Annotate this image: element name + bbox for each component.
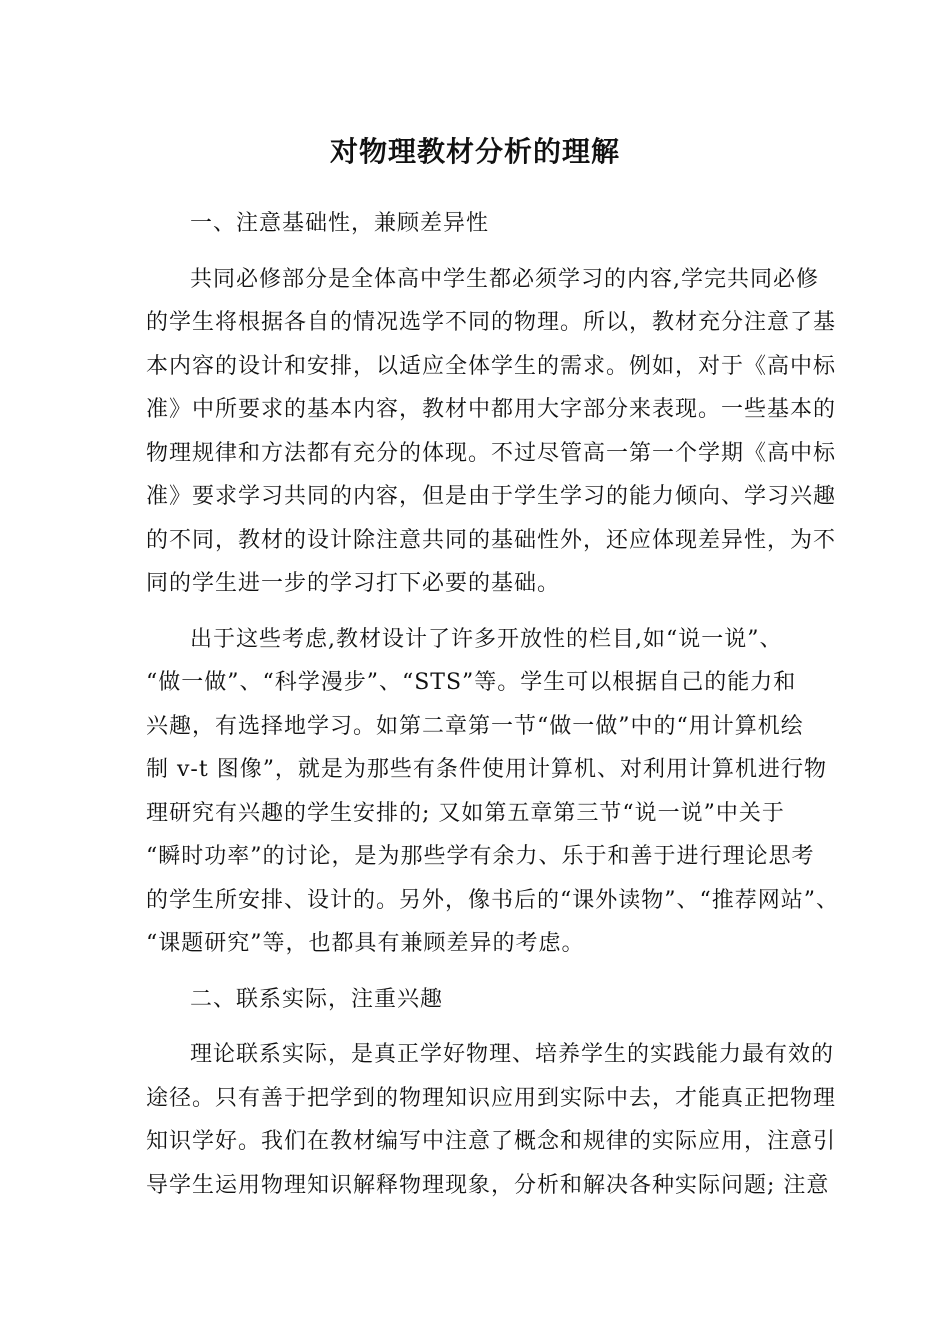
paragraph-1 — [146, 258, 837, 606]
section-heading-1: 一、注意基础性，兼顾差异性 — [190, 211, 490, 236]
paragraph-2 — [146, 618, 839, 966]
paragraph-line: 的学生将根据各自的情况选学不同的物理。所以，教材充分注意了基 — [146, 310, 837, 335]
paragraph-line: 准》中所要求的基本内容，教材中都用大字部分来表现。一些基本的 — [146, 397, 837, 422]
paragraph-line: 途径。只有善于把学到的物理知识应用到实际中去，才能真正把物理 — [146, 1085, 837, 1111]
document-body — [146, 202, 839, 1207]
paragraph-line: 导学生运用物理知识解释物理现象，分析和解决各种实际问题; 注意 — [146, 1172, 830, 1198]
paragraph-line: 理研究有兴趣的学生安排的; 又如第五章第三节“说一说”中关于 — [146, 800, 785, 826]
paragraph-line: “做一做”、“科学漫步”、“STS”等。学生可以根据自己的能力和 — [146, 670, 797, 695]
paragraph-line: 知识学好。我们在教材编写中注意了概念和规律的实际应用，注意引 — [146, 1129, 837, 1154]
paragraph-line: 物理规律和方法都有充分的体现。不过尽管高一第一个学期《高中标 — [146, 440, 837, 466]
paragraph-line: 共同必修部分是全体高中学生都必须学习的内容,学完共同必修 — [190, 266, 819, 292]
paragraph-line: 制 v-t 图像”，就是为那些有条件使用计算机、对利用计算机进行物 — [146, 757, 827, 782]
paragraph-3 — [146, 1033, 837, 1207]
paragraph-line: “课题研究”等，也都具有兼顾差异的考虑。 — [146, 931, 585, 956]
paragraph-line: 准》要求学习共同的内容，但是由于学生学习的能力倾向、学习兴趣 — [146, 484, 837, 509]
paragraph-line: 理论联系实际，是真正学好物理、培养学生的实践能力最有效的 — [190, 1042, 835, 1067]
section-heading-2: 二、联系实际，注重兴趣 — [190, 986, 444, 1012]
paragraph-line: 本内容的设计和安排，以适应全体学生的需求。例如，对于《高中标 — [146, 353, 837, 379]
paragraph-line: 兴趣，有选择地学习。如第二章第一节“做一做”中的“用计算机绘 — [146, 713, 804, 739]
document-title: 对物理教材分析的理解 — [329, 135, 620, 168]
paragraph-line: 同的学生进一步的学习打下必要的基础。 — [146, 571, 561, 596]
paragraph-line: “瞬时功率”的讨论，是为那些学有余力、乐于和善于进行理论思考 — [146, 844, 815, 869]
paragraph-line: 的不同，教材的设计除注意共同的基础性外，还应体现差异性，为不 — [146, 527, 837, 553]
paragraph-line: 的学生所安排、设计的。另外，像书后的“课外读物”、“推荐网站”、 — [146, 887, 839, 913]
paragraph-line: 出于这些考虑,教材设计了许多开放性的栏目,如“说一说”、 — [190, 626, 783, 652]
